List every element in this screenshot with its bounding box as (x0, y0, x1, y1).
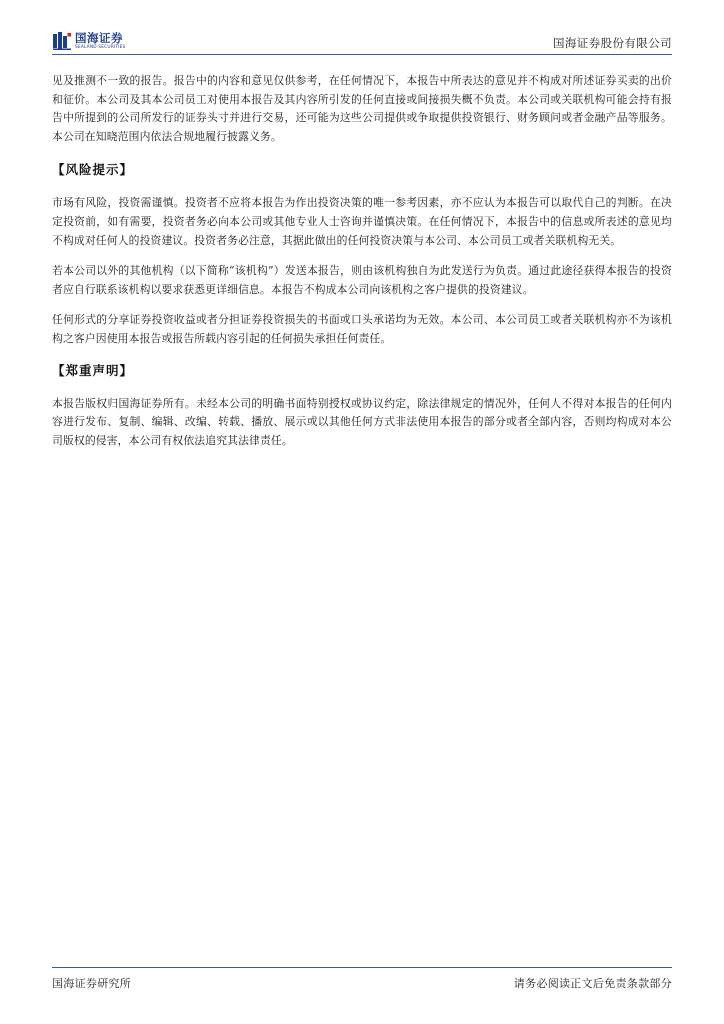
intro-paragraph: 见及推测不一致的报告。报告中的内容和意见仅供参考，在任何情况下，本报告中所表达的意见并不构成对所述证券买卖的出价和征价。本公司及其本公司员工对使用本报告及其内容所引发的任何直接或间接损失概不负责。本公司或关联机构可能会持有报告中所提到的公司所发行的证券头寸并进行交易，还可能为这些公司提供或争取提供投资银行、财务顾问或者金融产品等服务。本公司在知晓范围内依法合规地履行披露义务。 (52, 74, 672, 143)
disclaimer-section-title: 【郑重声明】 (52, 362, 134, 378)
sealand-logo-icon (52, 31, 72, 51)
footer-institute-name: 国海证券研究所 (52, 977, 132, 990)
page-header (0, 0, 724, 56)
footer-disclaimer-note: 请务必阅读正文后免责条款部分 (513, 977, 672, 990)
risk-paragraph-2: 若本公司以外的其他机构（以下简称“该机构”）发送本报告，则由该机构独自为此发送行为负责。通过此途径获得本报告的投资者应自行联系该机构以要求获悉更详细信息。本报告不构成本公司向该机构之客户提供的投资建议。 (52, 264, 672, 296)
disclaimer-paragraph: 本报告版权归国海证券所有。未经本公司的明确书面特别授权或协议约定，除法律规定的情况外，任何人不得对本报告的任何内容进行发布、复制、编辑、改编、转载、播放、展示或以其他任何方式非法使用本报告的部分或者全部内容，否则均构成对本公司版权的侵害，本公司有权依法追究其法律责任。 (52, 396, 672, 447)
page-content (52, 72, 672, 462)
company-name: 国海证券股份有限公司 (553, 36, 672, 50)
risk-paragraph-1: 市场有风险，投资需谨慎。投资者不应将本报告为作出投资决策的唯一参考因素，亦不应认为本报告可以取代自己的判断。在决定投资前，如有需要，投资者务必向本公司或其他专业人士咨询并谨慎决策。在任何情况下，本报告中的信息或所表述的意见均不构成对任何人的投资建议。投资者务必注意，其据此做出的任何投资决策与本公司、本公司员工或者关联机构无关。 (52, 196, 672, 247)
risk-section-title: 【风险提示】 (52, 162, 134, 178)
sealand-logo (52, 31, 125, 51)
logo-chinese-name: 国海证券 (75, 31, 123, 45)
logo-english-name: SEALAND SECURITIES (75, 45, 126, 50)
footer-divider (52, 967, 672, 968)
header-divider (52, 54, 672, 55)
risk-paragraph-3: 任何形式的分享证券投资收益或者分担证券投资损失的书面或口头承诺均为无效。本公司、本公司员工或者关联机构亦不为该机构之客户因使用本报告或报告所载内容引起的任何损失承担任何责任。 (52, 313, 672, 345)
